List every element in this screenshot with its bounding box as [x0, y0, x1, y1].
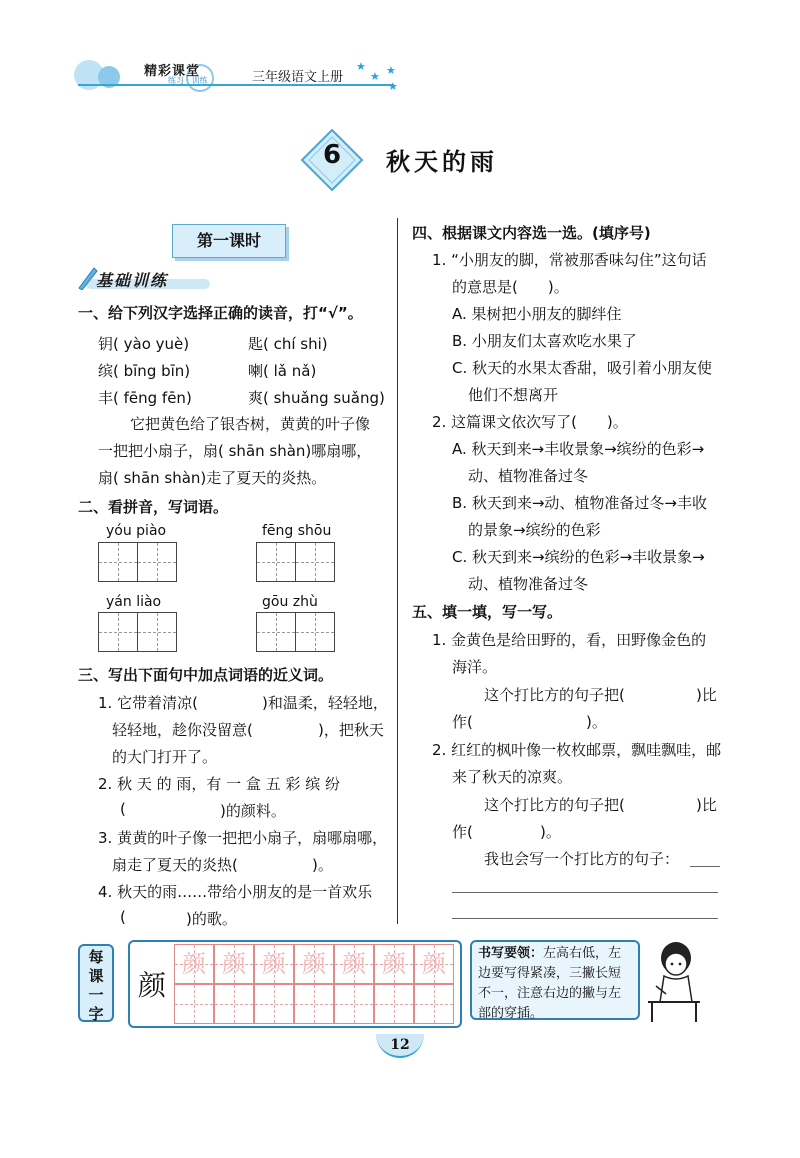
lesson-title: 秋天的雨: [386, 148, 498, 176]
option-text: B. 秋天到来→动、植物准备过冬→丰收: [452, 494, 707, 512]
question-text: 3. 黄黄的叶子像一把把小扇子，扇哪扇哪，: [98, 829, 388, 847]
pinyin-choice: 匙( chí shi): [248, 335, 328, 353]
trace-char: 颜: [342, 950, 366, 978]
star-icon: ★: [386, 64, 396, 77]
trace-char: 颜: [422, 950, 446, 978]
section-3-title: 三、写出下面句中加点词语的近义词。: [78, 666, 334, 684]
answer-line[interactable]: [452, 918, 718, 919]
label-char: 一: [88, 986, 104, 1004]
fill-text: )比: [696, 796, 717, 814]
question-text: 1. 金黄色是给田野的，看，田野像金色的: [432, 631, 707, 649]
writing-cell[interactable]: [374, 984, 414, 1024]
header-brand-sub: 练习 · 训练: [168, 76, 208, 85]
page-number: 12: [376, 1034, 424, 1058]
trace-char: 颜: [222, 950, 246, 978]
question-text: 1. “小朋友的脚，常被那香味勾住”这句话: [432, 251, 707, 269]
paragraph-line: 扇( shān shàn)走了夏天的炎热。: [98, 469, 327, 487]
header-line: [78, 84, 394, 86]
pinyin-label: gōu zhù: [262, 594, 318, 610]
star-icon: ★: [356, 60, 366, 73]
writing-cell[interactable]: [214, 984, 254, 1024]
question-text: 2. 秋 天 的 雨，有 一 盒 五 彩 缤 纷: [98, 775, 340, 793]
fill-text: 这个打比方的句子把(: [484, 796, 625, 814]
question-text: )。: [312, 856, 333, 874]
section-1-title: 一、给下列汉字选择正确的读音，打“√”。: [78, 304, 363, 322]
student-writing-icon: [646, 936, 702, 1024]
writing-cell[interactable]: [414, 984, 454, 1024]
question-text: )的颜料。: [220, 802, 286, 820]
pinyin-choice: 爽( shuǎng suǎng): [248, 389, 385, 407]
paragraph-line: 它把黄色给了银杏树，黄黄的叶子像: [130, 415, 371, 433]
question-text: 4. 秋天的雨……带给小朋友的是一首欢乐: [98, 883, 373, 901]
question-text: )的歌。: [186, 910, 237, 928]
pinyin-choice: 缤( bīng bīn): [98, 362, 191, 380]
fill-text: 作(: [452, 713, 473, 731]
option-text: A. 果树把小朋友的脚绊住: [452, 305, 622, 323]
answer-line[interactable]: [690, 866, 720, 867]
question-text: (: [120, 800, 126, 818]
session-label: 第一课时: [172, 224, 286, 258]
paragraph-line: 一把把小扇子，扇( shān shàn)哪扇哪，: [98, 442, 372, 460]
trace-char: 颜: [302, 950, 326, 978]
writing-tips: [470, 940, 640, 1020]
writing-grid[interactable]: [99, 542, 177, 582]
trace-char: 颜: [382, 950, 406, 978]
tips-title: 书写要领：: [478, 946, 544, 961]
option-text: 动、植物准备过冬: [468, 467, 589, 485]
label-char: 每: [88, 948, 104, 966]
question-text: (: [120, 908, 126, 926]
question-text: 来了秋天的凉爽。: [452, 768, 573, 786]
fill-text: )比: [696, 686, 717, 704]
header-grade: 三年级语文上册: [252, 70, 344, 85]
question-text: 的大门打开了。: [112, 748, 218, 766]
option-text: 他们不想离开: [468, 386, 559, 404]
question-text: 海洋。: [452, 658, 498, 676]
section-2-title: 二、看拼音，写词语。: [78, 498, 229, 516]
fill-text: 这个打比方的句子把(: [484, 686, 625, 704]
tips-text: 左高右低，左边要写得紧凑，三撇长短不一，注意右边的撇与左部的穿插。: [478, 946, 622, 1021]
fill-text: )。: [540, 823, 561, 841]
option-text: B. 小朋友们太喜欢吃水果了: [452, 332, 637, 350]
option-text: C. 秋天到来→缤纷的色彩→丰收景象→: [452, 548, 705, 566]
lesson-number: 6: [322, 140, 342, 170]
question-text: 轻轻地，趁你没留意(: [112, 721, 253, 739]
writing-grid[interactable]: [257, 542, 335, 582]
pinyin-choice: 丰( fēng fēn): [98, 389, 192, 407]
label-char: 字: [88, 1005, 104, 1023]
trace-char: 颜: [182, 950, 206, 978]
writing-grid[interactable]: [257, 612, 335, 652]
section-4-title: 四、根据课文内容选一选。(填序号): [412, 224, 651, 242]
fill-text: )。: [586, 713, 607, 731]
pinyin-label: fēng shōu: [262, 523, 332, 539]
label-char: 课: [88, 967, 104, 985]
option-text: 的景象→缤纷的色彩: [468, 521, 601, 539]
option-text: 动、植物准备过冬: [468, 575, 589, 593]
question-text: 的意思是( )。: [452, 278, 569, 296]
star-icon: ★: [388, 80, 398, 93]
pen-icon: [76, 264, 98, 290]
star-icon: ★: [370, 70, 380, 83]
question-text: 1. 它带着清凉(: [98, 694, 198, 712]
pinyin-label: yán liào: [106, 594, 162, 610]
writing-cell[interactable]: [254, 984, 294, 1024]
answer-line[interactable]: [452, 892, 718, 893]
pinyin-choice: 钥( yào yuè): [98, 335, 190, 353]
writing-grid[interactable]: [99, 612, 177, 652]
question-text: )和温柔，轻轻地，: [262, 694, 388, 712]
question-text: 2. 红红的枫叶像一枚枚邮票，飘哇飘哇，邮: [432, 741, 722, 759]
pinyin-choice: 喇( lǎ nǎ): [248, 362, 317, 380]
question-text: )，把秋天: [318, 721, 384, 739]
pinyin-label: yóu piào: [106, 523, 167, 539]
option-text: A. 秋天到来→丰收景象→缤纷的色彩→: [452, 440, 705, 458]
practice-grid: [128, 940, 462, 1028]
practice-char: 颜: [138, 969, 167, 1002]
option-text: C. 秋天的水果太香甜，吸引着小朋友使: [452, 359, 713, 377]
section-5-title: 五、填一填，写一写。: [412, 603, 563, 621]
writing-cell[interactable]: [334, 984, 374, 1024]
column-divider: [397, 218, 398, 924]
writing-cell[interactable]: [294, 984, 334, 1024]
fill-text: 作(: [452, 823, 473, 841]
writing-cell[interactable]: [174, 984, 214, 1024]
header-brand: 精彩课堂: [144, 64, 201, 79]
daily-char-label: [78, 944, 114, 1022]
question-text: 扇走了夏天的炎热(: [112, 856, 238, 874]
basic-training-label: 基础训练: [96, 271, 169, 290]
trace-char: 颜: [262, 950, 286, 978]
own-sentence-prompt: 我也会写一个打比方的句子：: [484, 850, 680, 868]
question-text: 2. 这篇课文依次写了( )。: [432, 413, 628, 431]
